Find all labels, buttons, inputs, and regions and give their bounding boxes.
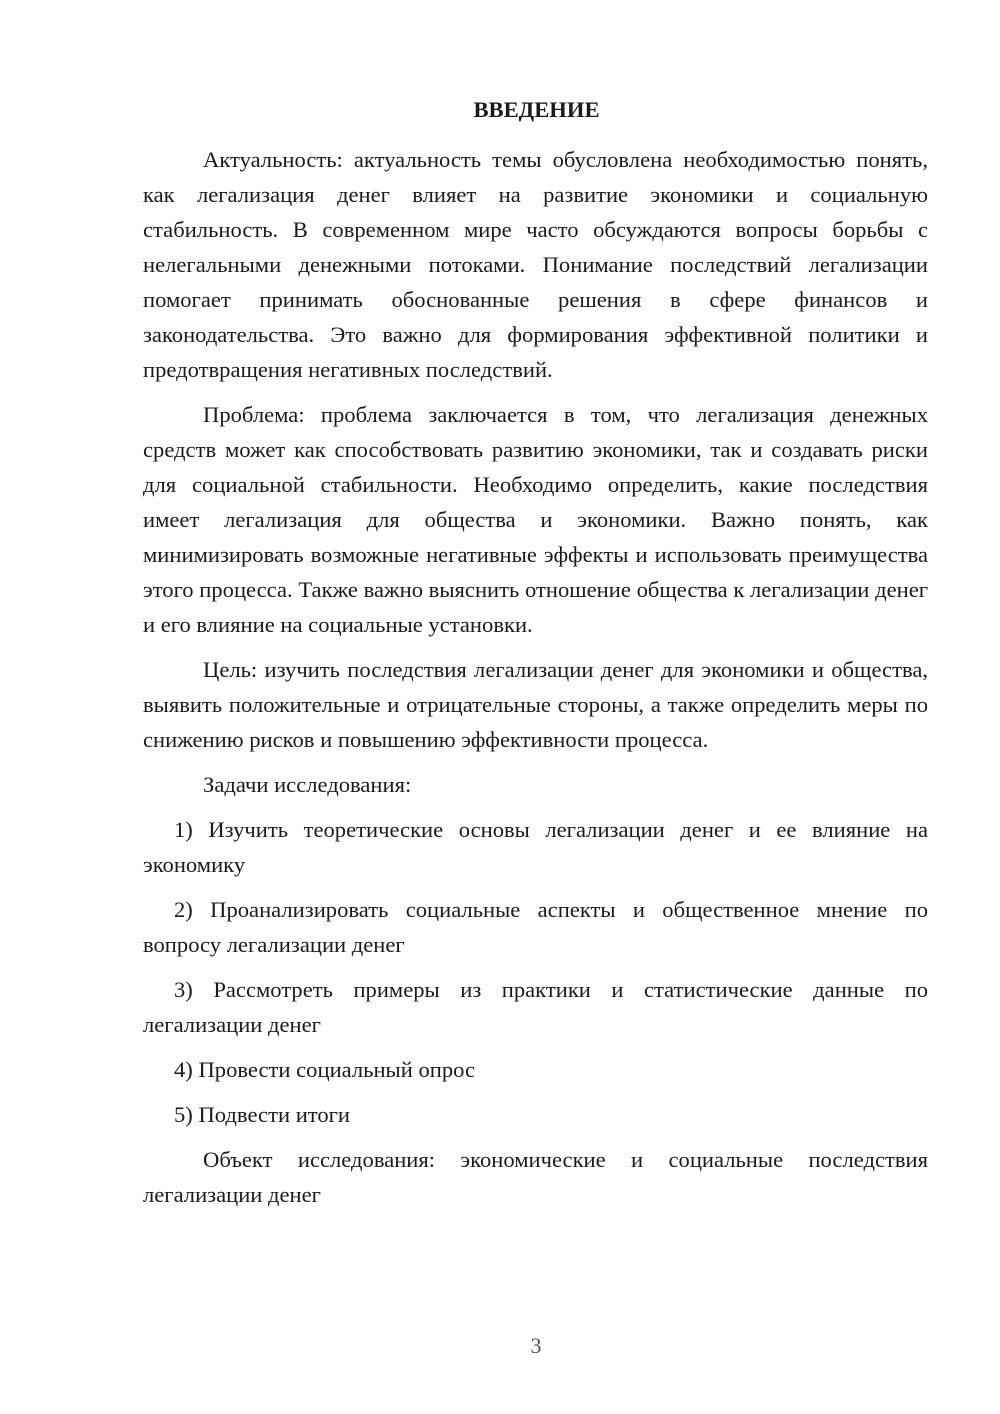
task-item-5: 5) Подвести итоги <box>174 1102 351 1127</box>
tasks-heading: Задачи исследования: <box>203 772 412 797</box>
paragraph-object: Объект исследования: экономические и социальные последствия легализации денег <box>143 1147 928 1207</box>
task-item-2: 2) Проанализировать социальные аспекты и общественное мнение по вопросу легализации денег <box>143 897 928 957</box>
task-item-4: 4) Провести социальный опрос <box>174 1057 476 1082</box>
paragraph-problem: Проблема: проблема заключается в том, что легализация денежных средств может как способствовать развитию экономики, так и создавать риски для социальной стабильности. Необходимо определить, какие последствия имеет легализация для общества и экономики. Важно понять, как минимизировать возможные негативные эффекты и использовать преимущества этого процесса. Также важно выяснить отношение общества к легализации денег и его влияние на социальные установки. <box>143 402 928 637</box>
task-list <box>143 812 928 1132</box>
document-page <box>143 92 928 1222</box>
paragraph-relevance: Актуальность: актуальность темы обусловлена необходимостью понять, как легализация денег влияет на развитие экономики и социальную стабильность. В современном мире часто обсуждаются вопросы борьбы с нелегальными денежными потоками. Понимание последствий легализации помогает принимать обоснованные решения в сфере финансов и законодательства. Это важно для формирования эффективной политики и предотвращения негативных последствий. <box>143 147 928 382</box>
page-number: 3 <box>530 1333 542 1358</box>
task-item-3: 3) Рассмотреть примеры из практики и статистические данные по легализации денег <box>143 977 928 1037</box>
paragraph-goal: Цель: изучить последствия легализации денег для экономики и общества, выявить положительные и отрицательные стороны, а также определить меры по снижению рисков и повышению эффективности процесса. <box>143 657 928 752</box>
page-title: ВВЕДЕНИЕ <box>473 97 600 122</box>
task-item-1: 1) Изучить теоретические основы легализации денег и ее влияние на экономику <box>143 817 928 877</box>
